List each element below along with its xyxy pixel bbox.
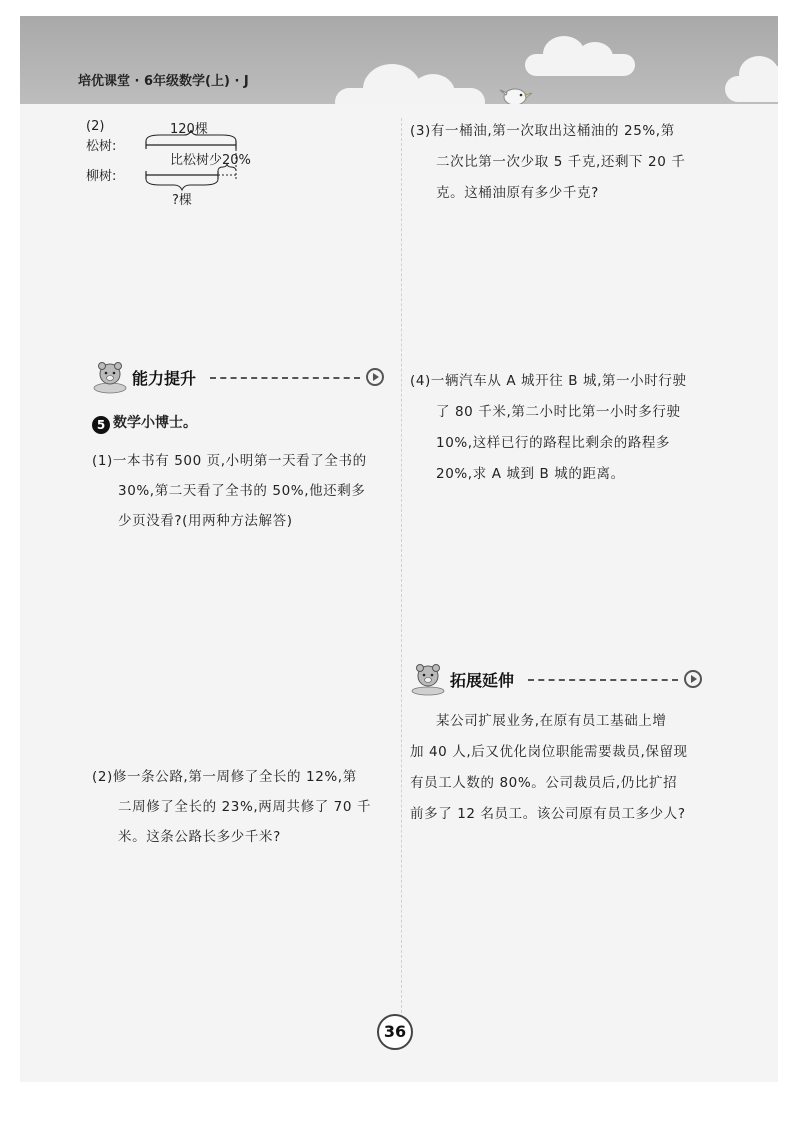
question-4-line: 10%,这样已行的路程比剩余的路程多 [436, 435, 671, 451]
problem5-heading [92, 412, 197, 434]
question-1-line: 30%,第二天看了全书的 50%,他还剩多 [118, 483, 366, 499]
diagram-row1-value: 120棵 [170, 122, 208, 137]
question-1-line: 少页没看?(用两种方法解答) [118, 513, 293, 529]
section-dashed-line [210, 377, 360, 379]
diagram-row2-label: 柳树: [86, 169, 117, 184]
line-segment-diagram [80, 117, 280, 212]
extend-problem-line: 加 40 人,后又优化岗位职能需要裁员,保留现 [410, 744, 688, 760]
problem5-badge: 5 [92, 416, 110, 434]
question-2-line: 二周修了全长的 23%,两周共修了 70 千 [118, 799, 372, 815]
diagram-compare-text: 比松树少20% [170, 153, 251, 168]
extend-problem-line: 有员工人数的 80%。公司裁员后,仍比扩招 [410, 775, 678, 791]
question-3-line: 克。这桶油原有多少千克? [436, 185, 599, 201]
question-2-line: 米。这条公路长多少千米? [118, 829, 281, 845]
cloud-decoration [335, 88, 485, 104]
problem5-title: 数学小博士。 [113, 415, 197, 431]
bear-mascot-icon [410, 662, 446, 696]
diagram-number: (2) [86, 119, 105, 134]
question-4-line: (4)一辆汽车从 A 城开往 B 城,第一小时行驶 [410, 373, 687, 389]
diagram-row1-label: 松树: [86, 139, 117, 154]
header-banner [20, 16, 778, 104]
extend-problem-line: 前多了 12 名员工。该公司原有员工多少人? [410, 806, 686, 822]
section-ability-title: 能力提升 [132, 369, 197, 388]
question-3 [410, 116, 710, 209]
column-divider [401, 118, 402, 1018]
question-3-line: 二次比第一次少取 5 千克,还剩下 20 千 [436, 154, 686, 170]
cloud-decoration [725, 76, 778, 102]
question-2-line: (2)修一条公路,第一周修了全长的 12%,第 [92, 769, 357, 785]
section-extend-header [410, 662, 705, 696]
play-arrow-icon [684, 670, 702, 688]
diagram-lines [80, 117, 280, 212]
question-4-line: 20%,求 A 城到 B 城的距离。 [436, 466, 625, 482]
question-1-line: (1)一本书有 500 页,小明第一天看了全书的 [92, 453, 367, 469]
bird-icon [498, 84, 534, 104]
question-4 [410, 366, 710, 490]
section-extend-title: 拓展延伸 [450, 671, 515, 690]
section-ability-header [92, 360, 387, 394]
header-title: 培优课堂 · 6年级数学(上) · J [78, 74, 249, 89]
section-dashed-line [528, 679, 678, 681]
bear-mascot-icon [92, 360, 128, 394]
play-arrow-icon [366, 368, 384, 386]
extend-problem [410, 706, 710, 830]
extend-problem-line: 某公司扩展业务,在原有员工基础上增 [436, 713, 667, 729]
question-3-line: (3)有一桶油,第一次取出这桶油的 25%,第 [410, 123, 675, 139]
question-2 [92, 762, 392, 852]
question-4-line: 了 80 千米,第二小时比第一小时多行驶 [436, 404, 681, 420]
question-1 [92, 446, 392, 536]
cloud-decoration [525, 54, 635, 76]
diagram-question: ?棵 [172, 193, 192, 208]
page-number: 36 [377, 1014, 413, 1050]
